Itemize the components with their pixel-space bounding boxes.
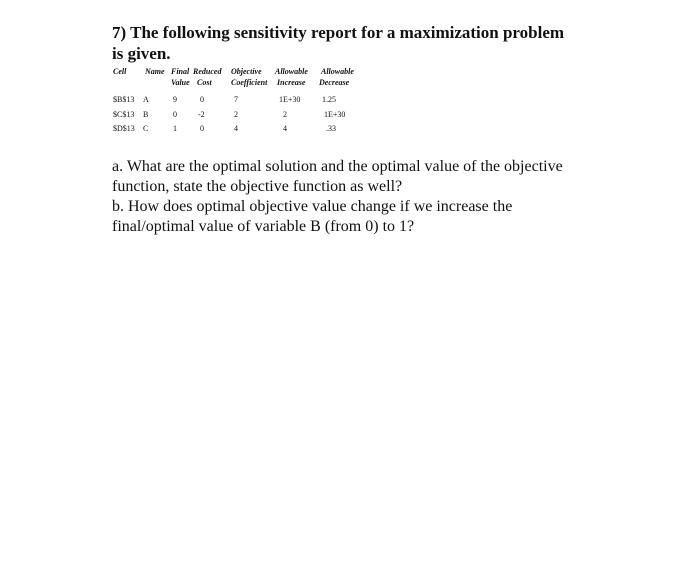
header-increase: Increase <box>277 78 306 87</box>
header-objective: Objective <box>231 67 262 76</box>
table-cell-objective-coefficient: 4 <box>234 124 238 133</box>
table-cell-address: $B$13 <box>113 95 135 104</box>
table-cell-final-value: 1 <box>173 124 177 133</box>
table-cell-name: C <box>143 124 149 133</box>
table-cell-name: A <box>143 95 149 104</box>
header-cell: Cell <box>113 67 127 76</box>
table-cell-address: $D$13 <box>113 124 135 133</box>
header-reduced: Reduced <box>193 67 222 76</box>
table-cell-name: B <box>143 110 149 119</box>
header-value: Value <box>171 78 190 87</box>
table-cell-allowable-increase: 1E+30 <box>279 95 301 104</box>
table-cell-allowable-decrease: .33 <box>326 124 336 133</box>
header-allowable-increase: Allowable <box>275 67 308 76</box>
table-cell-reduced-cost: -2 <box>198 110 205 119</box>
table-cell-reduced-cost: 0 <box>200 95 204 104</box>
table-cell-allowable-increase: 2 <box>283 110 287 119</box>
table-cell-allowable-increase: 4 <box>283 124 287 133</box>
table-cell-address: $C$13 <box>113 110 135 119</box>
header-final: Final <box>171 67 190 76</box>
header-allowable-decrease: Allowable <box>321 67 354 76</box>
question-b: b. How does optimal objective value change if we increase the final/optimal value of variable B (from 0) to 1? <box>112 198 513 235</box>
questions-block <box>112 157 582 237</box>
table-cell-objective-coefficient: 7 <box>234 95 238 104</box>
question-a: a. What are the optimal solution and the optimal value of the objective function, state the objective function as well? <box>112 158 563 195</box>
table-cell-final-value: 9 <box>173 95 177 104</box>
header-name: Name <box>145 67 165 76</box>
problem-title: 7) The following sensitivity report for a maximization problem is given. <box>112 23 565 63</box>
table-cell-allowable-decrease: 1.25 <box>322 95 336 104</box>
header-decrease: Decrease <box>319 78 350 87</box>
table-cell-reduced-cost: 0 <box>200 124 204 133</box>
header-cost: Cost <box>197 78 212 87</box>
table-cell-allowable-decrease: 1E+30 <box>324 110 346 119</box>
header-coefficient: Coefficient <box>231 78 268 87</box>
table-cell-final-value: 0 <box>173 110 177 119</box>
table-cell-objective-coefficient: 2 <box>234 110 238 119</box>
sensitivity-report-table <box>113 67 393 143</box>
